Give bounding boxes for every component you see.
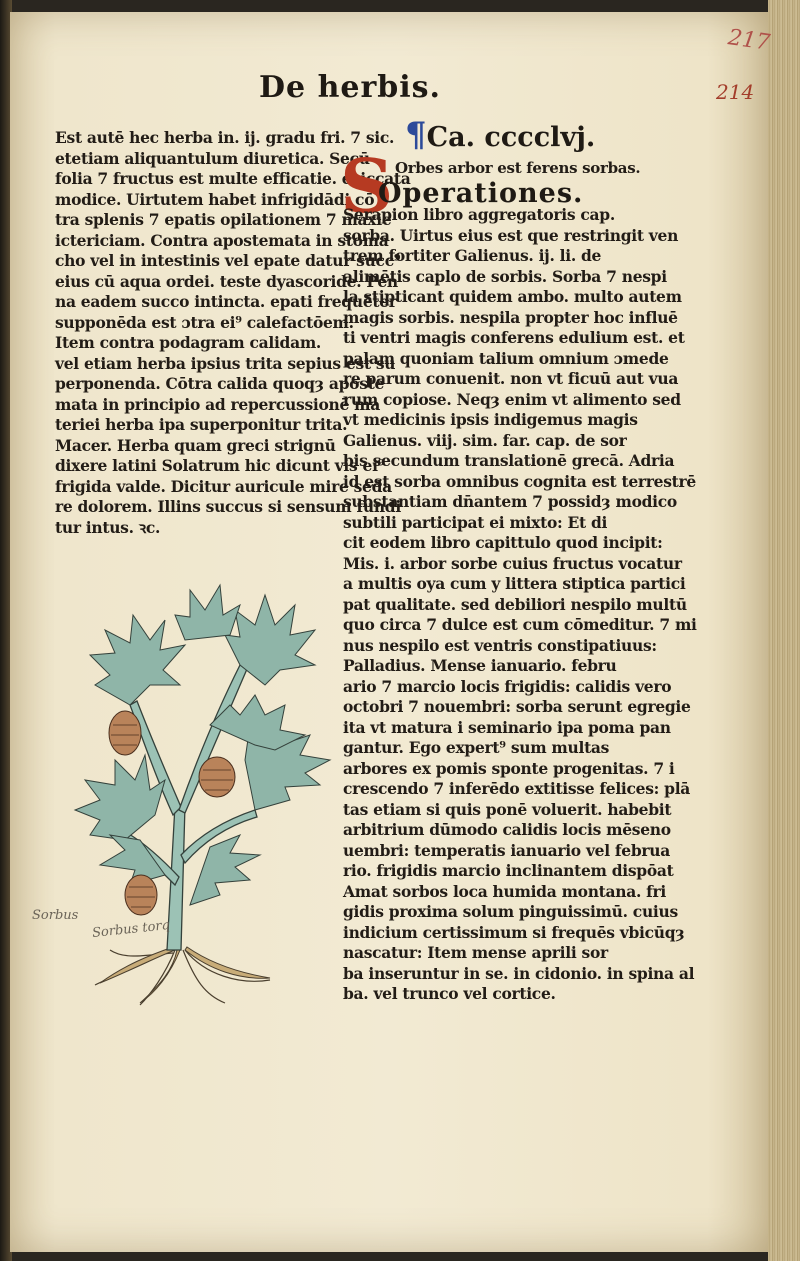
- text-line: ba. vel trunco vel cortice.: [343, 984, 556, 1003]
- opening-line: Orbes arbor est ferens sorbas.: [395, 159, 641, 177]
- text-line: perponenda. Cōtra calida quoqȝ aposte: [55, 374, 385, 393]
- text-line: arbores ex pomis sponte progenitas. 7 i: [343, 758, 675, 778]
- text-line: ita vt matura i seminario ipa poma pan: [343, 717, 671, 737]
- text-line: na eadem succo intincta. epati frequēter: [55, 292, 397, 311]
- running-head: De herbis.: [259, 70, 441, 105]
- text-line: vel etiam herba ipsius trita sepius est su: [55, 353, 396, 373]
- text-line: sorba. Uirtus eius est que restringit ven: [343, 225, 679, 245]
- text-line: crescendo 7 inferēdo extitisse felices: plā: [343, 779, 691, 798]
- text-line: pat qualitate. sed debiliori nespilo multū: [343, 594, 687, 614]
- sorb-tree-illustration: [55, 555, 340, 1015]
- text-line: re parum conuenit. non vt ficuū aut vua: [343, 369, 679, 388]
- left-text-column: [55, 128, 411, 538]
- marginal-note-2: Sorbus torq: [91, 917, 171, 942]
- text-line: Macer. Herba quam greci strignū: [55, 435, 336, 455]
- text-line: cit eodem libro capittulo quod incipit:: [343, 533, 663, 552]
- text-line: Est autē hec herba in. ij. gradu fri. 7 sic.: [55, 128, 395, 147]
- text-line: Serapion libro aggregatoris cap.: [343, 205, 615, 224]
- text-line: ti ventri magis conferens edulium est. et: [343, 328, 685, 347]
- section-title: Operationes.: [378, 178, 584, 209]
- text-line: bis secundum translationē grecā. Adria: [343, 451, 675, 470]
- text-line: Mis. i. arbor sorbe cuius fructus vocatur: [343, 553, 682, 573]
- text-line: gantur. Ego expert⁹ sum multas: [343, 738, 610, 757]
- text-line: folia 7 fructus est multe efficatie. exiccata: [55, 169, 411, 188]
- text-line: rio. frigidis marcio inclinantem dispōat: [343, 861, 674, 880]
- text-line: modice. Uirtutem habet infrigidādi cō: [55, 189, 375, 209]
- text-line: ictericiam. Contra apostemata in stoma: [55, 230, 389, 250]
- text-line: vt medicinis ipsis indigemus magis: [343, 410, 638, 429]
- text-line: eius cū aqua ordei. teste dyascoride. Pen: [55, 271, 398, 291]
- text-line: ario 7 marcio locis frigidis: calidis vero: [343, 676, 672, 696]
- text-line: rum copiose. Neqȝ enim vt alimento sed: [343, 389, 681, 409]
- text-line: tur intus. ꝛc.: [55, 517, 161, 537]
- text-line: subtili participat ei mixto: Et di: [343, 512, 608, 532]
- text-line: id est sorba omnibus cognita est terrestrē: [343, 471, 696, 491]
- text-line: octobri 7 nouembri: sorba serunt egregie: [343, 697, 691, 716]
- text-line: re dolorem. Illins succus si sensum fundi: [55, 497, 401, 516]
- text-line: Amat sorbos loca humida montana. fri: [343, 881, 667, 901]
- text-line: indicium certissimum si frequēs vbicūqȝ: [343, 922, 685, 942]
- text-line: alimētis caplo de sorbis. Sorba 7 nespi: [343, 266, 667, 286]
- text-line: Item contra podagram calidam.: [55, 333, 322, 352]
- text-line: Palladius. Mense ianuario. febru: [343, 656, 617, 675]
- text-line: etetiam aliquantulum diuretica. Secū: [55, 148, 370, 168]
- text-line: a multis oya cum y littera stiptica partici: [343, 574, 686, 593]
- text-line: Galienus. viij. sim. far. cap. de sor: [343, 430, 627, 450]
- right-text-column: [343, 205, 697, 1005]
- marginal-note-1: Sorbus: [32, 908, 79, 923]
- folio-number-pencil: 217: [726, 25, 772, 56]
- text-line: la stipticant quidem ambo. multo autem: [343, 287, 682, 306]
- text-line: ba inseruntur in se. in cidonio. in spina al: [343, 963, 695, 983]
- text-line: supponēda est ɔtra ei⁹ calefactōem.: [55, 312, 354, 332]
- text-line: nascatur: Item mense aprili sor: [343, 943, 608, 962]
- text-line: arbitrium dūmodo calidis locis mēseno: [343, 820, 671, 839]
- text-line: magis sorbis. nespila propter hoc influē: [343, 307, 678, 327]
- red-initial-s: S: [340, 144, 394, 230]
- text-line: trem fortiter Galienus. ij. li. de: [343, 246, 602, 265]
- text-line: teriei herba ipa superponitur trita.: [55, 415, 348, 434]
- text-line: dixere latini Solatrum hic dicunt vis ei⁹: [55, 456, 385, 475]
- text-line: quo circa 7 dulce est cum cōmeditur. 7 mi: [343, 615, 697, 634]
- text-line: gidis proxima solum pinguissimū. cuius: [343, 902, 678, 921]
- blue-pilcrow-icon: ¶: [405, 115, 427, 155]
- text-line: frigida valde. Dicitur auricule mire seda: [55, 476, 392, 496]
- text-line: tas etiam si quis ponē voluerit. habebit: [343, 799, 672, 819]
- text-line: palam quoniam talium omnium ɔmede: [343, 348, 669, 368]
- folio-number-ink: 214: [716, 80, 755, 104]
- text-line: mata in principio ad repercussionē ma: [55, 394, 380, 414]
- text-line: tra splenis 7 epatis opilationem 7 maxie: [55, 210, 392, 229]
- text-line: uembri: temperatis ianuario vel februa: [343, 840, 670, 860]
- text-line: substantiam dn̄antem 7 possidȝ modico: [343, 492, 677, 511]
- text-line: cho vel in intestinis vel epate datur succ⁹: [55, 251, 401, 270]
- text-line: nus nespilo est ventris constipatiuus:: [343, 635, 657, 655]
- chapter-heading: ¶Ca. cccclvj.: [405, 115, 596, 155]
- page-edges: [768, 0, 800, 1261]
